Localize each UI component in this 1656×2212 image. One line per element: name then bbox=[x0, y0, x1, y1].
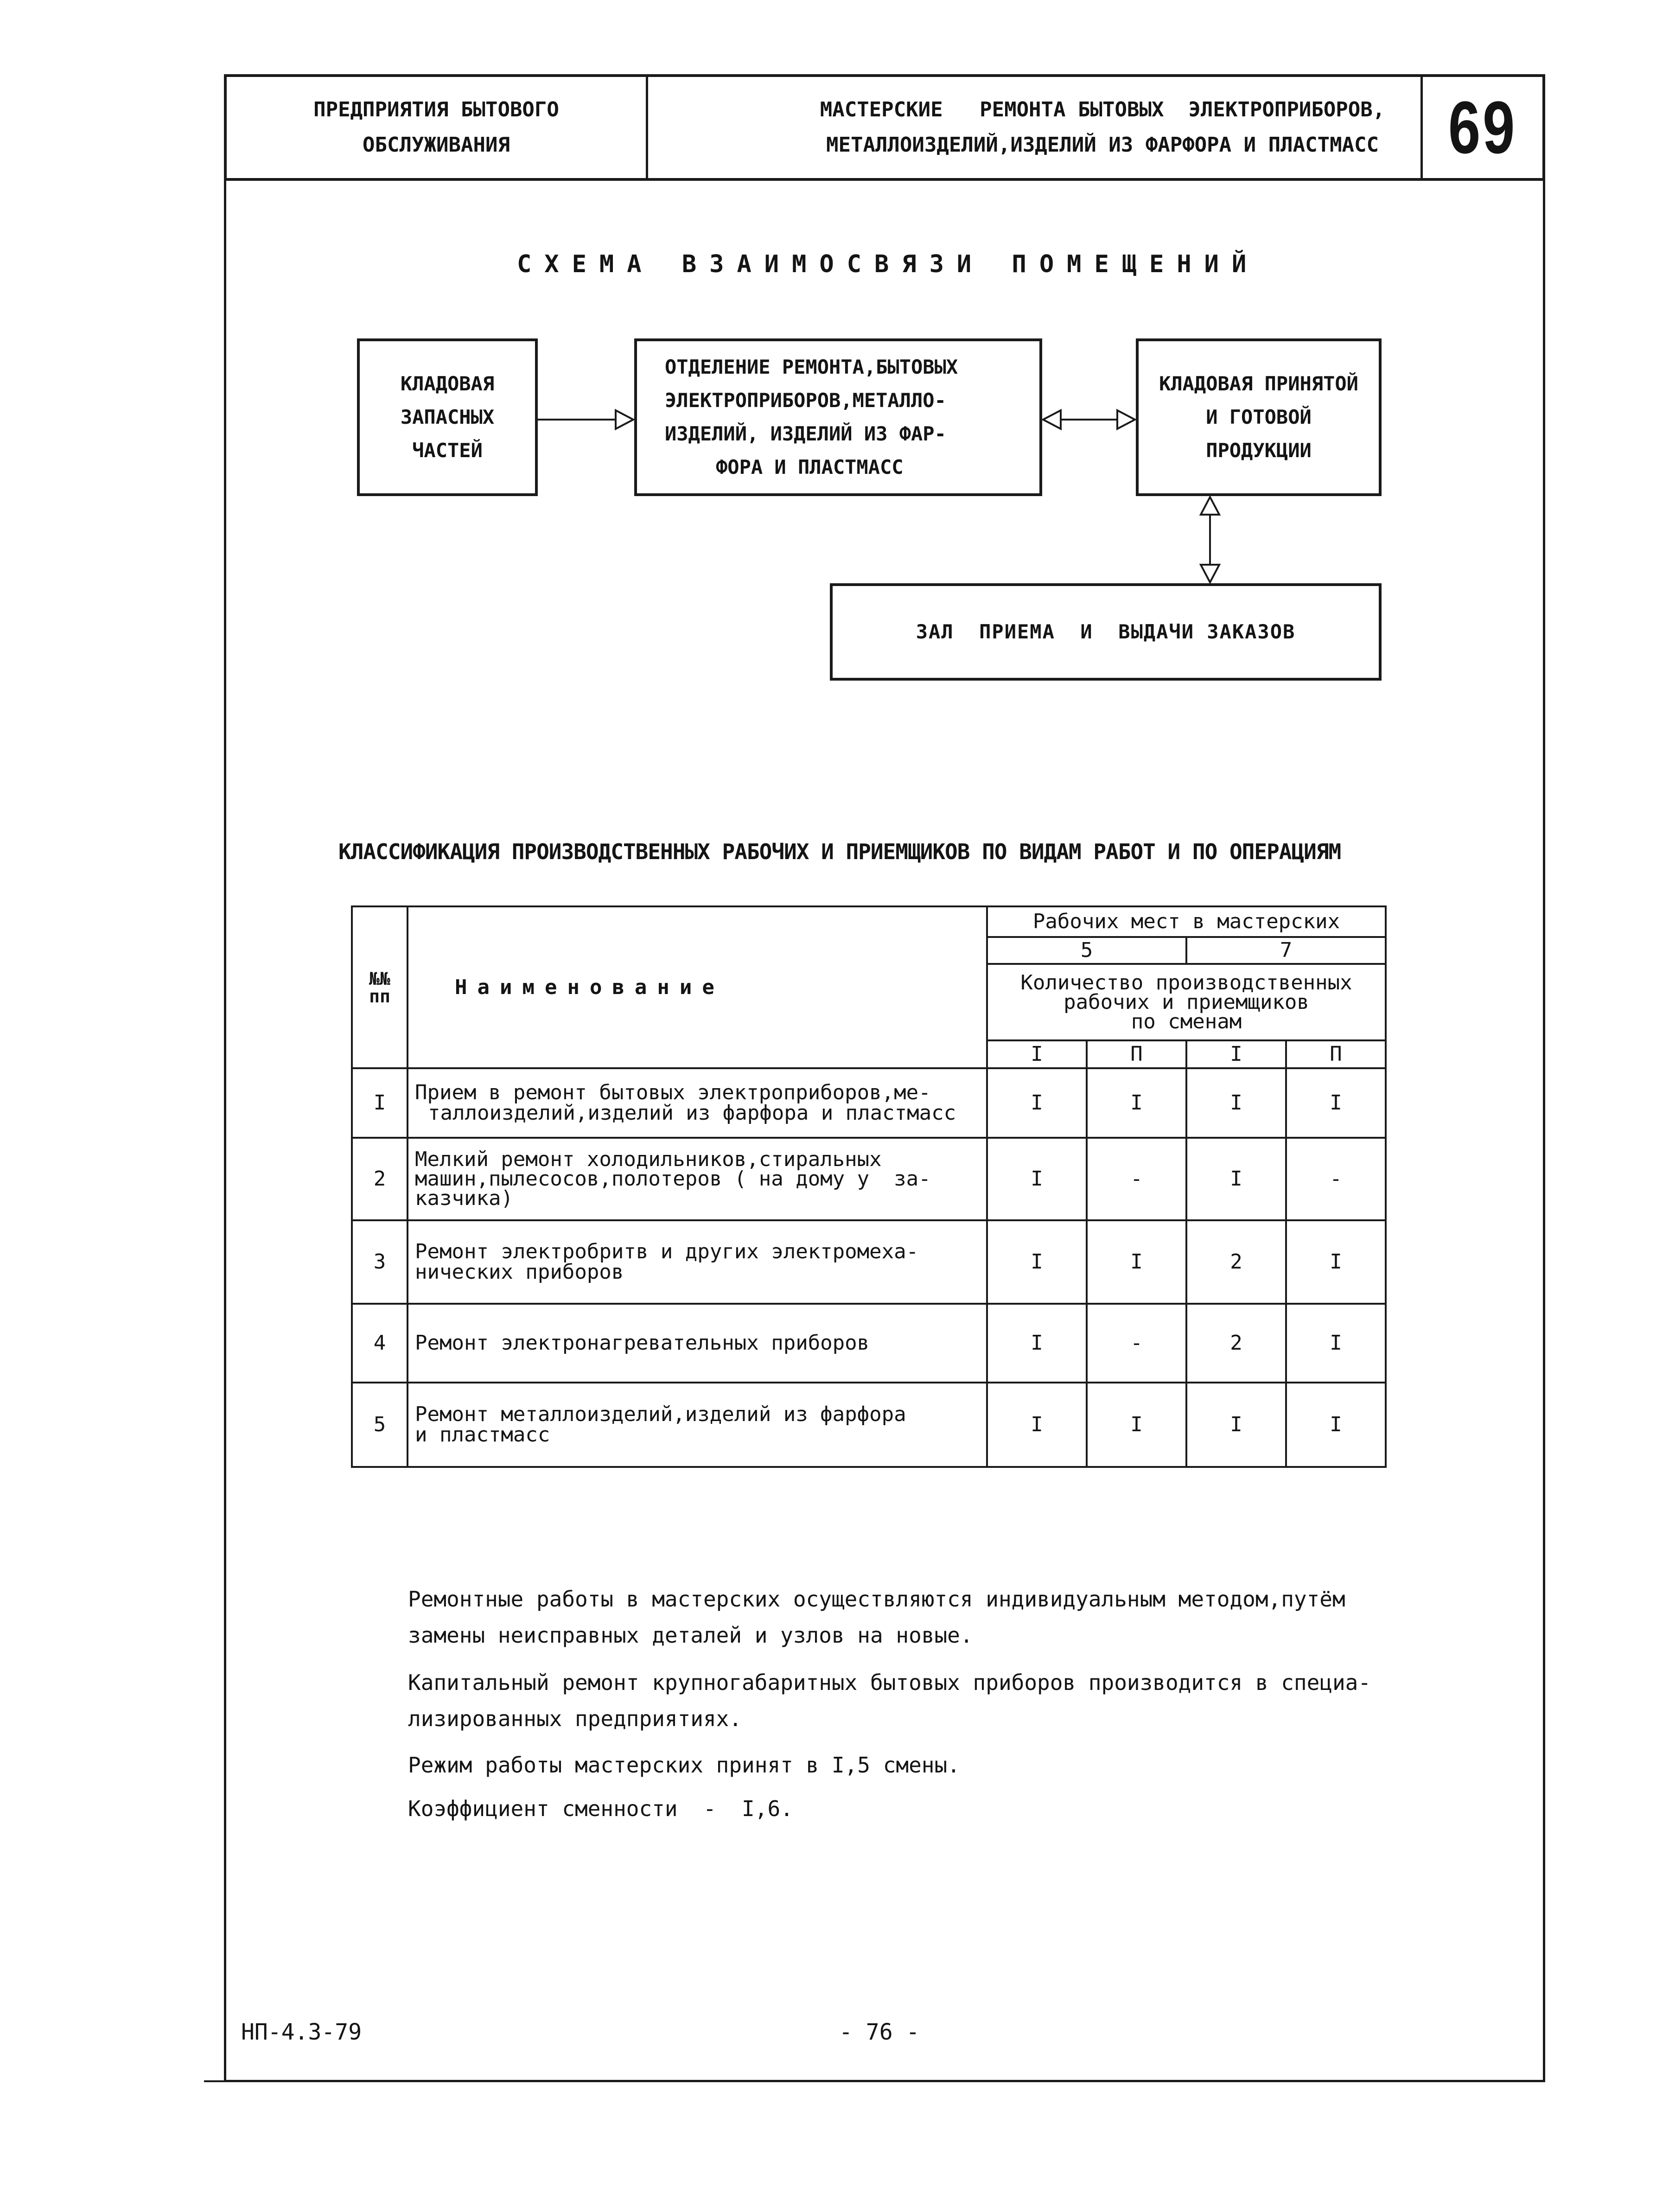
reception-hall-label: ЗАЛ ПРИЕМА И ВЫДАЧИ ЗАКАЗОВ bbox=[916, 620, 1296, 643]
col-header-quantity-line1: Количество производственных bbox=[1020, 970, 1352, 994]
note-capital-repair-line1: Капитальный ремонт крупногабаритных бытовых приборов производится в специа- bbox=[408, 1670, 1371, 1695]
document-code: НП-4.3-79 bbox=[241, 2019, 362, 2045]
row-value: 2 bbox=[1186, 1220, 1286, 1304]
note-capital-repair-line2: лизированных предприятиях. bbox=[408, 1706, 742, 1731]
classification-table bbox=[351, 905, 1387, 1468]
row-value: I bbox=[987, 1068, 1087, 1138]
table-row bbox=[352, 1304, 1386, 1383]
note-method bbox=[408, 1581, 1345, 1653]
arrowhead-right-icon bbox=[1117, 410, 1135, 429]
note-method-line2: замены неисправных деталей и узлов на новые. bbox=[408, 1623, 973, 1648]
col-header-shift: П bbox=[1087, 1040, 1186, 1068]
header-org-line1: ПРЕДПРИЯТИЯ БЫТОВОГО bbox=[313, 98, 559, 121]
repair-dept-line4: ФОРА И ПЛАСТМАСС bbox=[716, 456, 904, 478]
row-value: 2 bbox=[1186, 1304, 1286, 1383]
row-value: I bbox=[1286, 1220, 1386, 1304]
row-value: I bbox=[1186, 1383, 1286, 1467]
note-shift-coefficient: Коэффициент сменности - I,6. bbox=[408, 1796, 793, 1821]
storage-products-line2: И ГОТОВОЙ bbox=[1206, 406, 1312, 428]
row-number: 2 bbox=[352, 1138, 408, 1220]
sheet-number: 69 bbox=[1448, 86, 1517, 169]
col-header-name: Наименование bbox=[408, 906, 987, 1068]
arrowhead-down-icon bbox=[1201, 565, 1219, 582]
col-header-number-line1: №№ bbox=[369, 968, 390, 989]
row-name bbox=[408, 1138, 987, 1220]
col-header-shift: П bbox=[1286, 1040, 1386, 1068]
storage-parts-line1: КЛАДОВАЯ bbox=[400, 372, 495, 395]
row-name bbox=[408, 1304, 987, 1383]
row-value: - bbox=[1087, 1304, 1186, 1383]
classification-title: КЛАССИФИКАЦИЯ ПРОИЗВОДСТВЕННЫХ РАБОЧИХ И ПРИЕМЩИКОВ ПО ВИДАМ РАБОТ И ПО ОПЕРАЦИЯМ bbox=[338, 839, 1341, 864]
row-number: 5 bbox=[352, 1383, 408, 1467]
col-header-workplaces: Рабочих мест в мастерских bbox=[987, 906, 1386, 937]
table-row bbox=[352, 1068, 1386, 1138]
storage-products-line1: КЛАДОВАЯ ПРИНЯТОЙ bbox=[1159, 372, 1358, 395]
table-row bbox=[352, 1220, 1386, 1304]
note-method-line1: Ремонтные работы в мастерских осуществляются индивидуальным методом,путём bbox=[408, 1587, 1345, 1612]
repair-dept-line2: ЭЛЕКТРОПРИБОРОВ,МЕТАЛЛО- bbox=[665, 389, 946, 412]
header-subject-line1: МАСТЕРСКИЕ РЕМОНТА БЫТОВЫХ ЭЛЕКТРОПРИБОРОВ, bbox=[820, 98, 1385, 121]
row-name-line: и пластмасс bbox=[415, 1423, 550, 1447]
row-value: I bbox=[987, 1383, 1087, 1467]
row-name-line: таллоизделий,изделий из фарфора и пластмасс bbox=[428, 1101, 956, 1125]
row-name bbox=[408, 1383, 987, 1467]
row-name-line: Ремонт электронагревательных приборов bbox=[415, 1331, 870, 1355]
note-shift-mode: Режим работы мастерских принят в I,5 смены. bbox=[408, 1753, 960, 1778]
row-name-line: казчика) bbox=[415, 1186, 513, 1210]
storage-parts-line2: ЗАПАСНЫХ bbox=[400, 406, 495, 428]
row-value: I bbox=[1186, 1068, 1286, 1138]
row-value: I bbox=[987, 1138, 1087, 1220]
row-value: I bbox=[1286, 1068, 1386, 1138]
note-capital-repair bbox=[408, 1664, 1371, 1737]
repair-dept-line3: ИЗДЕЛИЙ, ИЗДЕЛИЙ ИЗ ФАР- bbox=[665, 422, 946, 445]
row-name bbox=[408, 1220, 987, 1304]
row-name-line: машин,пылесосов,полотеров ( на дому у за- bbox=[415, 1167, 931, 1191]
page-number: - 76 - bbox=[839, 2019, 920, 2045]
row-name-line: Прием в ремонт бытовых электроприборов,ме- bbox=[415, 1081, 931, 1104]
row-value: I bbox=[987, 1220, 1087, 1304]
repair-dept-line1: ОТДЕЛЕНИЕ РЕМОНТА,БЫТОВЫХ bbox=[665, 356, 958, 378]
row-value: I bbox=[1087, 1383, 1186, 1467]
table-row bbox=[352, 1138, 1386, 1220]
row-value: - bbox=[1087, 1138, 1186, 1220]
row-number: 4 bbox=[352, 1304, 408, 1383]
col-header-shift: I bbox=[1186, 1040, 1286, 1068]
arrowhead-left-icon bbox=[1043, 410, 1061, 429]
row-name bbox=[408, 1068, 987, 1138]
row-name-line: нических приборов bbox=[415, 1260, 624, 1284]
header-subject-line2: МЕТАЛЛОИЗДЕЛИЙ,ИЗДЕЛИЙ ИЗ ФАРФОРА И ПЛАСТМАСС bbox=[826, 133, 1379, 157]
row-name-line: Ремонт электробритв и других электромеха- bbox=[415, 1240, 919, 1263]
row-name-line: Ремонт металлоизделий,изделий из фарфора bbox=[415, 1402, 906, 1426]
col-header-shift: I bbox=[987, 1040, 1087, 1068]
row-value: I bbox=[987, 1304, 1087, 1383]
col-header-number-line2: пп bbox=[369, 986, 390, 1007]
storage-products-line3: ПРОДУКЦИИ bbox=[1206, 439, 1312, 462]
arrowhead-up-icon bbox=[1201, 497, 1219, 515]
col-header-number bbox=[352, 906, 408, 1068]
row-value: - bbox=[1286, 1138, 1386, 1220]
header-org-line2: ОБСЛУЖИВАНИЯ bbox=[363, 133, 510, 157]
col-header-quantity-line3: по сменам bbox=[1131, 1009, 1242, 1033]
col-header-quantity bbox=[987, 964, 1386, 1040]
row-number: I bbox=[352, 1068, 408, 1138]
row-value: I bbox=[1286, 1383, 1386, 1467]
col-header-workplace-7: 7 bbox=[1186, 937, 1386, 964]
col-header-quantity-line2: рабочих и приемщиков bbox=[1064, 990, 1309, 1014]
arrowhead-right-icon bbox=[616, 410, 633, 429]
row-value: I bbox=[1087, 1220, 1186, 1304]
col-header-workplace-5: 5 bbox=[987, 937, 1186, 964]
row-value: I bbox=[1286, 1304, 1386, 1383]
storage-parts-line3: ЧАСТЕЙ bbox=[412, 439, 483, 462]
row-value: I bbox=[1087, 1068, 1186, 1138]
row-name-line: Мелкий ремонт холодильников,стиральных bbox=[415, 1147, 882, 1171]
row-number: 3 bbox=[352, 1220, 408, 1304]
row-value: I bbox=[1186, 1138, 1286, 1220]
table-row bbox=[352, 1383, 1386, 1467]
scheme-title: СХЕМА ВЗАИМОСВЯЗИ ПОМЕЩЕНИЙ bbox=[517, 250, 1260, 278]
